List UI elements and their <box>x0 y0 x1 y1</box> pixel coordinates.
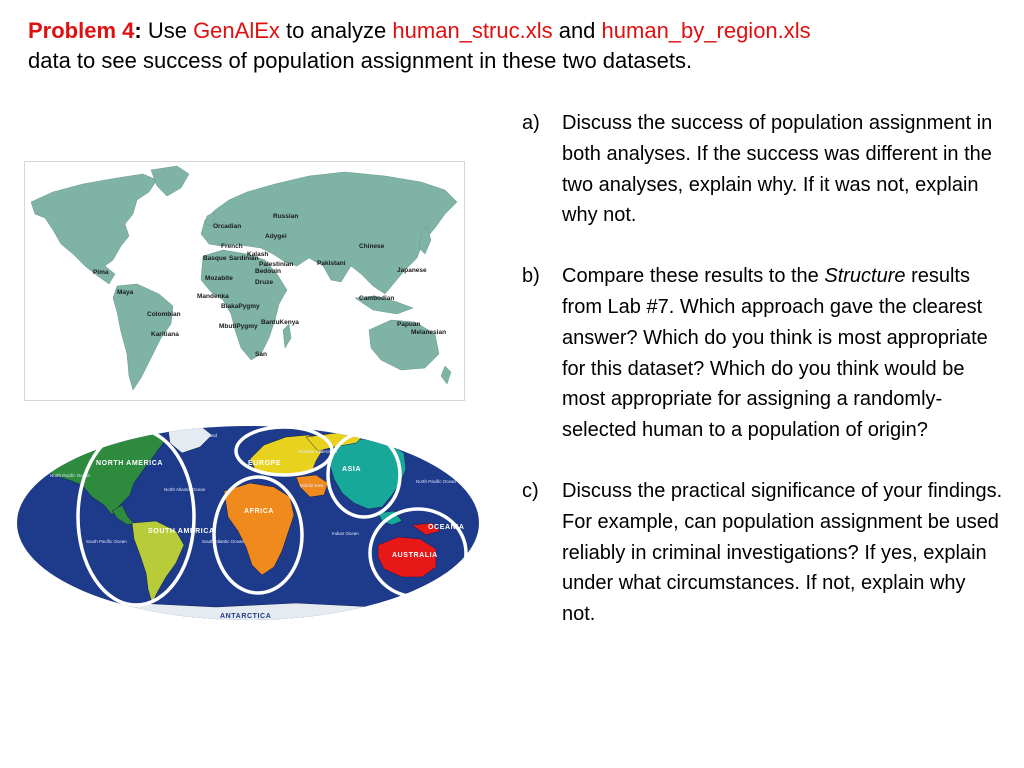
label-cambodian: Cambodian <box>359 295 395 302</box>
question-text: Discuss the success of population assignment in both analyses. If the success was different in the two analyses, explain why. If it was not, explain why not. <box>562 112 993 227</box>
question-text-post: results from Lab #7. Which approach gave the clearest answer? Which do you think is most appropriate for this dataset? Which do you think would be most appropriate for assigning a randomly-selected human to a population of origin? <box>562 265 988 442</box>
structure-italic: Structure <box>824 265 906 288</box>
label-middle-east: Middle East <box>300 483 324 488</box>
label-sardinian: Sardinian <box>229 255 259 262</box>
population-sample-map <box>24 161 465 401</box>
label-chinese: Chinese <box>359 243 385 250</box>
label-europe: EUROPE <box>248 460 282 467</box>
label-russian: Russian <box>273 213 299 220</box>
label-papuan: Papuan <box>397 321 421 328</box>
north-america-shape <box>31 174 157 284</box>
label-south-pacific: South Pacific Ocean <box>86 539 127 544</box>
label-karitiana: Karitiana <box>151 331 179 338</box>
label-south-atlantic: South Atlantic Ocean <box>202 539 245 544</box>
question-list <box>522 108 1004 660</box>
madagascar-shape <box>283 324 291 348</box>
heading-text-2: to analyze <box>279 18 393 43</box>
question-c <box>522 476 1004 630</box>
problem-heading <box>28 16 988 76</box>
file-name-region: human_by_region.xls <box>601 18 811 43</box>
label-north-pacific-left: North Pacific Ocean <box>50 473 91 478</box>
question-label: b) <box>522 265 540 288</box>
label-palestinian: Palestinian <box>259 261 294 268</box>
label-indian-ocean: Indian Ocean <box>332 531 359 536</box>
new-zealand-shape <box>441 366 451 384</box>
label-japanese: Japanese <box>397 267 427 274</box>
problem-colon: : <box>134 18 142 43</box>
question-text <box>562 261 1004 446</box>
greenland-shape <box>151 166 189 196</box>
heading-text-3: and <box>552 18 602 43</box>
population-map-svg <box>25 162 465 401</box>
label-oceania: OCEANIA <box>428 524 465 531</box>
question-label: a) <box>522 112 540 134</box>
label-san: San <box>255 351 267 358</box>
question-a <box>522 108 1004 231</box>
question-label: c) <box>522 479 539 502</box>
label-australia: AUSTRALIA <box>392 552 438 559</box>
label-north-america: NORTH AMERICA <box>96 460 164 467</box>
label-south-america: SOUTH AMERICA <box>148 528 215 535</box>
label-north-atlantic: North Atlantic Ocean <box>164 487 206 492</box>
label-asia: ASIA <box>342 466 362 473</box>
label-kalash: Kalash <box>247 251 269 258</box>
label-french: French <box>221 243 243 250</box>
question-b <box>522 261 1004 446</box>
file-name-struc: human_struc.xls <box>392 18 553 43</box>
label-adygei: Adygei <box>265 233 287 240</box>
label-maya: Maya <box>117 289 134 296</box>
label-melanesian: Melanesian <box>411 329 447 336</box>
heading-text-1: Use <box>141 18 194 43</box>
map-landmass <box>31 166 457 390</box>
question-text: Discuss the practical significance of your findings. For example, can population assignment be used reliably in criminal investigations? If yes, explain under what circumstances. If not, explain why not. <box>562 479 1003 626</box>
label-greenland: Greenland <box>196 433 218 438</box>
label-bantukenya: BantuKenya <box>261 319 299 326</box>
label-mandenka: Mandenka <box>197 293 229 300</box>
label-basque: Basque <box>203 255 227 262</box>
label-north-pacific-right: North Pacific Ocean <box>416 479 457 484</box>
label-mozabite: Mozabite <box>205 275 233 282</box>
question-text-pre: Compare these results to the <box>562 265 825 288</box>
label-colombian: Colombian <box>147 311 181 318</box>
label-antarctica: ANTARCTICA <box>220 613 272 620</box>
continent-map-svg <box>16 425 480 621</box>
problem-label: Problem 4 <box>28 18 135 43</box>
label-orcadian: Orcadian <box>213 223 242 230</box>
label-bedouin: Bedouin <box>255 268 281 275</box>
continent-region-map <box>16 425 480 621</box>
label-africa: AFRICA <box>244 508 275 515</box>
label-pima: Pima <box>93 269 109 276</box>
label-pakistani: Pakistani <box>317 260 346 267</box>
label-biakapygmy: BiakaPygmy <box>221 303 260 310</box>
software-name: GenAlEx <box>193 18 280 43</box>
label-mbutipygmy: MbutiPygmy <box>219 323 258 330</box>
label-druze: Druze <box>255 279 274 286</box>
label-russian-federation: Russian Federation <box>298 449 338 454</box>
heading-line-2: data to see success of population assignment in these two datasets. <box>28 48 693 73</box>
